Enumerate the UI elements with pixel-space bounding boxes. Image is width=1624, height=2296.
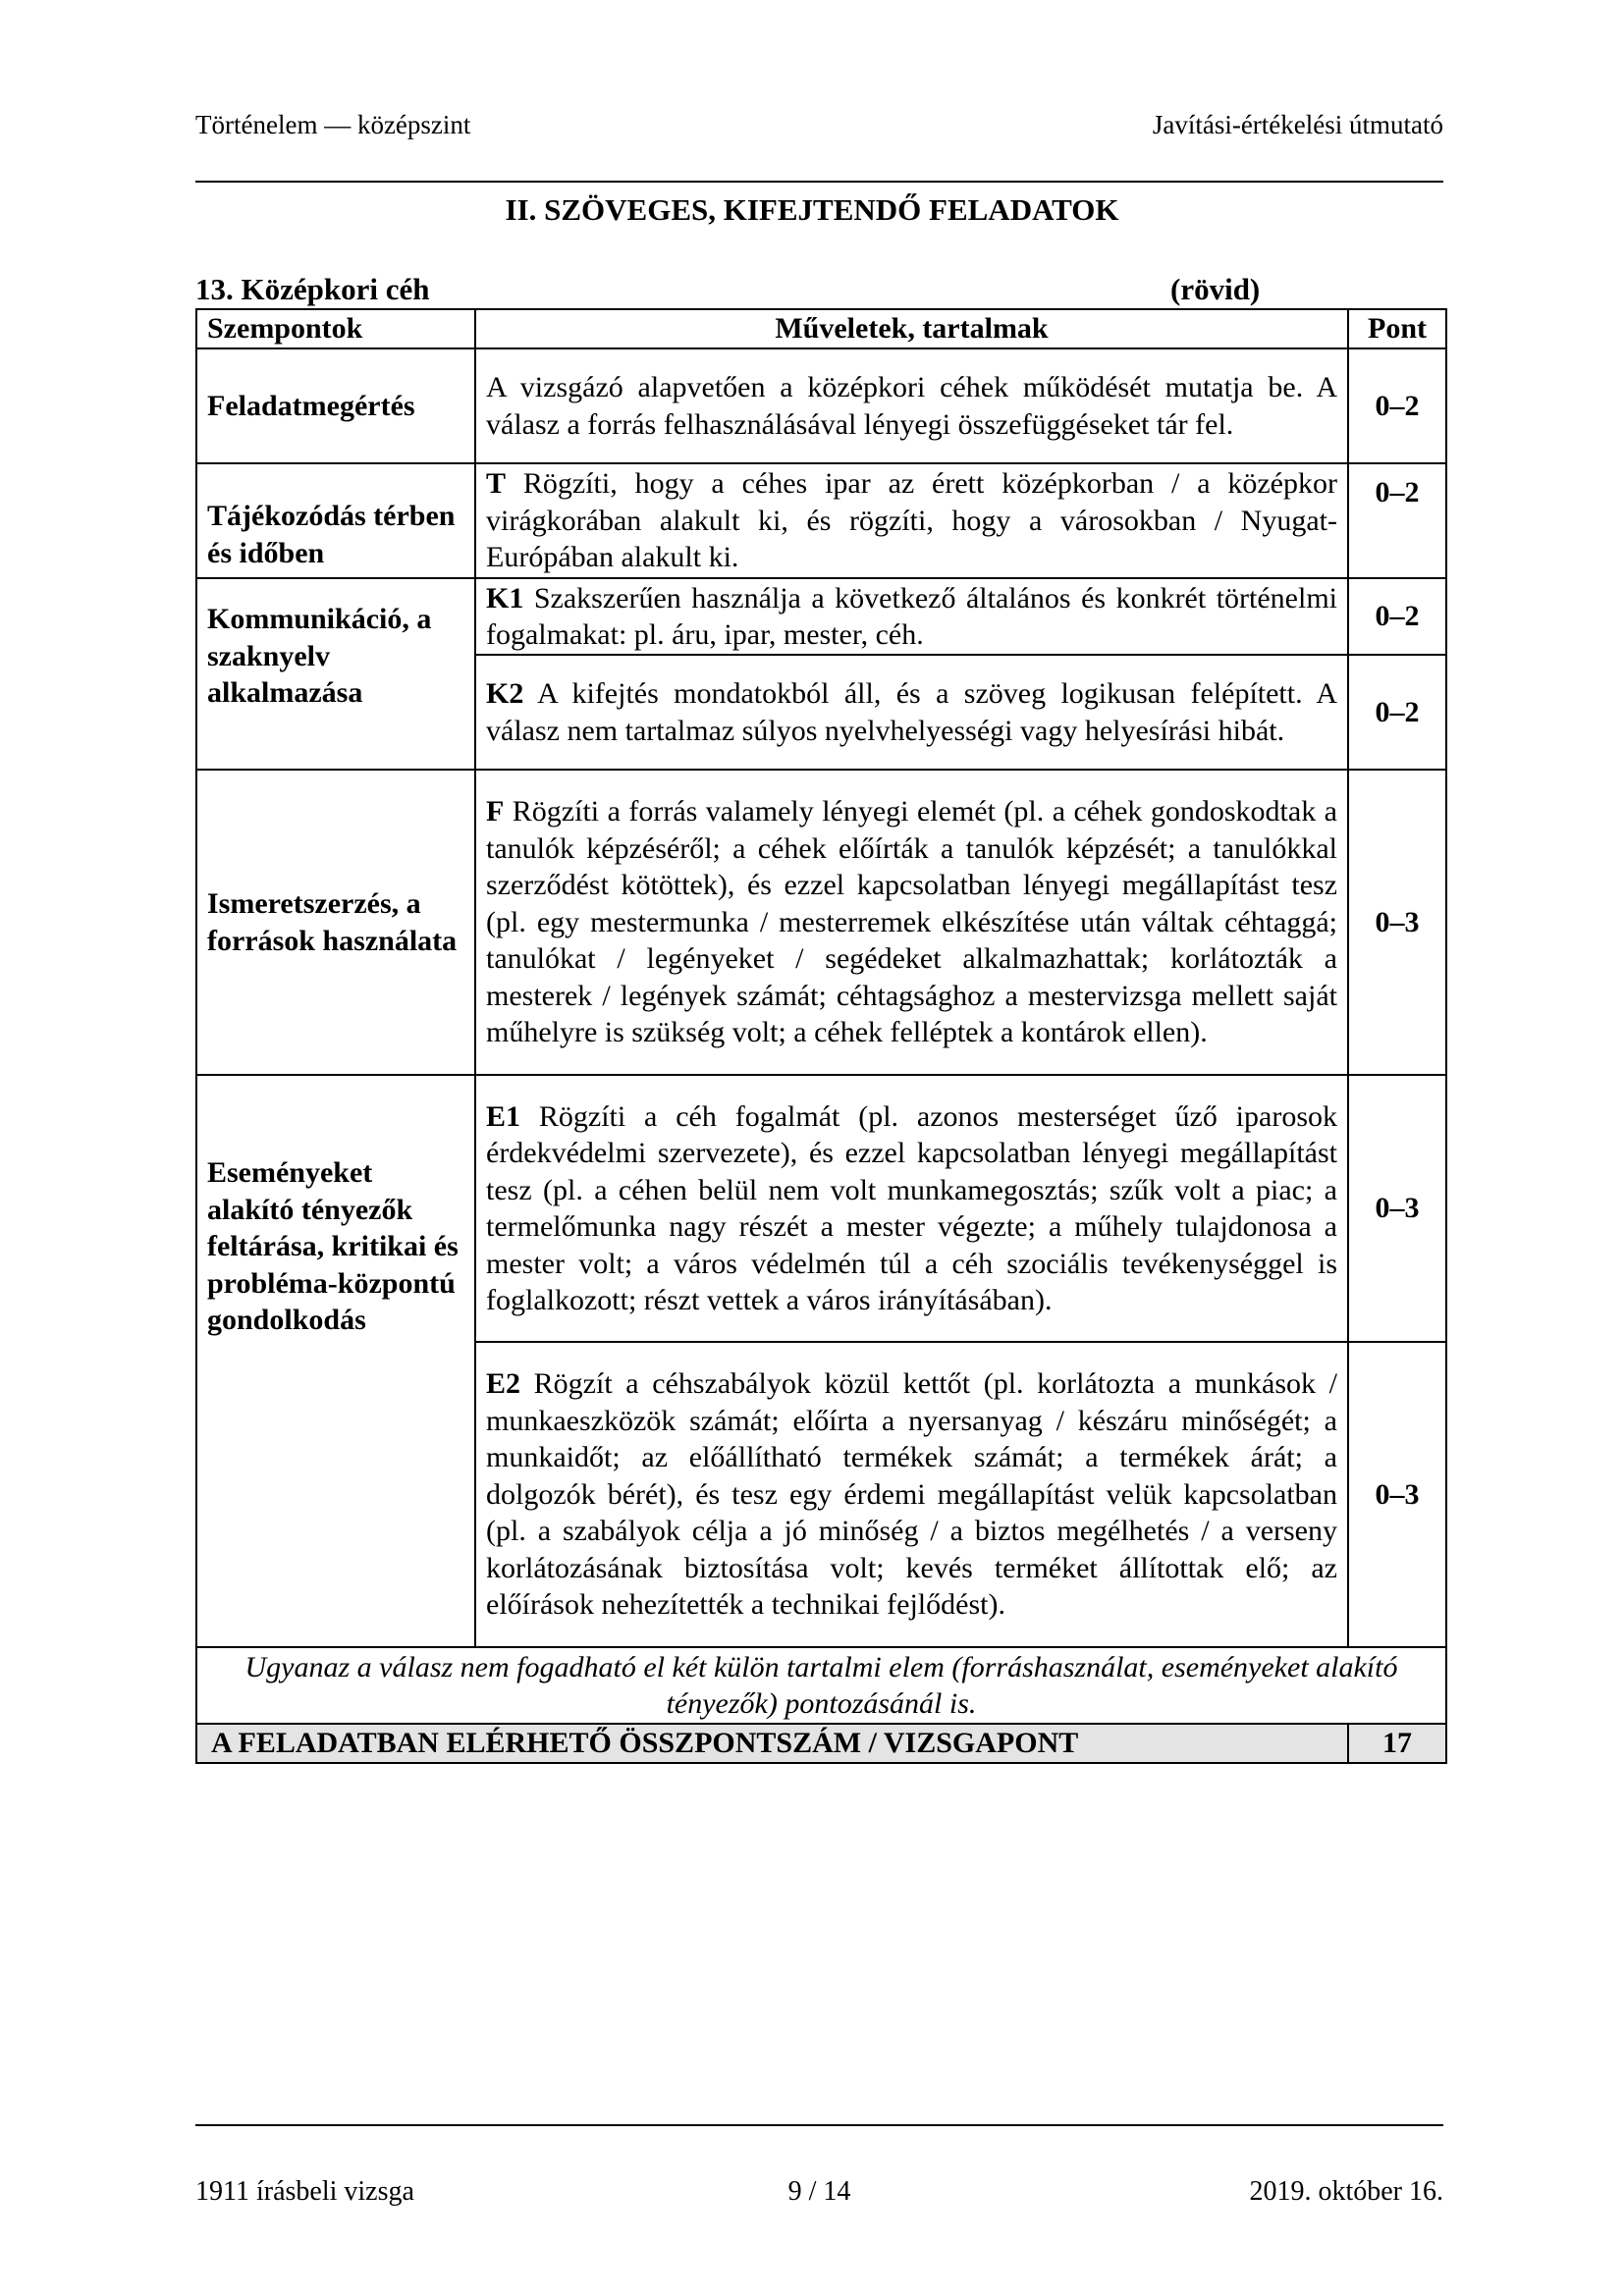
table-row xyxy=(196,348,1446,463)
content-cell xyxy=(475,1342,1348,1647)
points-cell: 0–2 xyxy=(1348,655,1446,770)
content-text: Szakszerűen használja a következő általános és konkrét történelmi fogalmakat: pl. áru, ipar, mester, céh. xyxy=(486,581,1337,651)
points-cell: 0–2 xyxy=(1348,348,1446,463)
footer-exam-id: 1911 írásbeli vizsga xyxy=(195,2176,414,2207)
criterion-code: E1 xyxy=(486,1099,521,1133)
table-row xyxy=(196,1075,1446,1342)
content-cell xyxy=(475,655,1348,770)
content-cell xyxy=(475,578,1348,655)
aspect-cell: Eseményeket alakító tényezők feltárása, kritikai és probléma-központú gondolkodás xyxy=(196,1075,475,1647)
page-footer xyxy=(195,2176,1443,2216)
scoring-table xyxy=(195,308,1447,1764)
total-points: 17 xyxy=(1348,1724,1446,1763)
column-header-points: Pont xyxy=(1348,309,1446,348)
points-cell: 0–3 xyxy=(1348,1075,1446,1342)
content-text: Rögzít a céhszabályok közül kettőt (pl. korlátozta a munkások / munkaeszközök számát; előírta a nyersanyag / készáru minőségét; a munkaidőt; az előállítható termékek számát; a termékek árát; a dolgozók bérét), és tesz egy érdemi megállapítást velük kapcsolatban (pl. a szabályok célja a jó minőség / a biztos megélhetés / a verseny korlátozásának biztosítása volt; kevés terméket állítottak elő; az előírások nehezítették a technikai fejlődést). xyxy=(486,1367,1337,1622)
header-document-type: Javítási-értékelési útmutató xyxy=(1152,110,1443,139)
page-header xyxy=(195,110,1443,149)
table-row xyxy=(196,578,1446,655)
header-subject: Történelem — középszint xyxy=(195,110,471,139)
criterion-code: K2 xyxy=(486,677,524,710)
aspect-cell: Kommunikáció, a szaknyelv alkalmazása xyxy=(196,578,475,770)
content-text: Rögzíti, hogy a céhes ipar az érett középkorban / a középkor virágkorában alakult ki, és rögzíti, hogy a városokban / Nyugat-Európában alakult ki. xyxy=(486,467,1337,574)
aspect-cell: Ismeretszerzés, a források használata xyxy=(196,770,475,1075)
table-row xyxy=(196,463,1446,578)
content-text: A kifejtés mondatokból áll, és a szöveg logikusan felépített. A válasz nem tartalmaz súlyos nyelvhelyességi vagy helyesírási hibát. xyxy=(486,677,1337,747)
header-rule xyxy=(195,181,1443,183)
task-heading xyxy=(195,272,1443,309)
page-number: 9 / 14 xyxy=(787,2176,851,2207)
content-text: Rögzíti a forrás valamely lényegi elemét (pl. a céhek gondoskodtak a tanulók képzéséről; a céhek előírták a tanulók képzését; a tanulókkal szerződést kötöttek), és ezzel kapcsolatban lényegi megállapítást tesz (pl. egy mestermunka / mesterremek elkészítése után váltak céhtaggá; tanulókat / legényeket / segédeket alkalmazhattak; korlátozták a mesterek / legények számát; céhtagsághoz a mestervizsga mellett saját műhelyre is szükség volt; a céhek felléptek a kontárok ellen). xyxy=(486,795,1337,1049)
table-header-row xyxy=(196,309,1446,348)
points-cell: 0–2 xyxy=(1348,463,1446,578)
column-header-content: Műveletek, tartalmak xyxy=(475,309,1348,348)
total-label: A FELADATBAN ELÉRHETŐ ÖSSZPONTSZÁM / VIZSGAPONT xyxy=(196,1724,1348,1763)
table-note-row xyxy=(196,1647,1446,1724)
table-row xyxy=(196,770,1446,1075)
aspect-cell: Tájékozódás térben és időben xyxy=(196,463,475,578)
criterion-code: F xyxy=(486,795,505,828)
footer-date: 2019. október 16. xyxy=(1249,2176,1443,2207)
content-cell xyxy=(475,1075,1348,1342)
content-text: A vizsgázó alapvetően a középkori céhek működését mutatja be. A válasz a forrás felhasználásával lényegi összefüggéseket tár fel. xyxy=(486,371,1337,441)
aspect-cell: Feladatmegértés xyxy=(196,348,475,463)
column-header-aspects: Szempontok xyxy=(196,309,475,348)
content-cell xyxy=(475,463,1348,578)
criterion-code: K1 xyxy=(486,581,524,614)
note-text: Ugyanaz a válasz nem fogadható el két külön tartalmi elem (forráshasználat, eseményeket alakító tényezők) pontozásánál is. xyxy=(196,1647,1446,1724)
points-cell: 0–3 xyxy=(1348,1342,1446,1647)
section-title: II. SZÖVEGES, KIFEJTENDŐ FELADATOK xyxy=(505,192,1119,227)
criterion-code: T xyxy=(486,467,507,501)
task-kind: (rövid) xyxy=(1170,272,1261,306)
task-title: 13. Középkori céh xyxy=(195,272,430,306)
footer-rule xyxy=(195,2124,1443,2126)
content-cell xyxy=(475,770,1348,1075)
criterion-code: E2 xyxy=(486,1367,521,1401)
content-cell xyxy=(475,348,1348,463)
total-row xyxy=(196,1724,1446,1763)
content-text: Rögzíti a céh fogalmát (pl. azonos mesterséget űző iparosok érdekvédelmi szervezete), és ezzel kapcsolatban lényegi megállapítást tesz (pl. a céhen belül nem volt munkamegosztás; szűk volt a piac; a termelőmunka nagy részét a mester végezte; a műhely tulajdonosa a mester volt; a város védelmén túl a céh szociális tevékenységgel is foglalkozott; részt vettek a város irányításában). xyxy=(486,1099,1337,1316)
points-cell: 0–2 xyxy=(1348,578,1446,655)
points-cell: 0–3 xyxy=(1348,770,1446,1075)
